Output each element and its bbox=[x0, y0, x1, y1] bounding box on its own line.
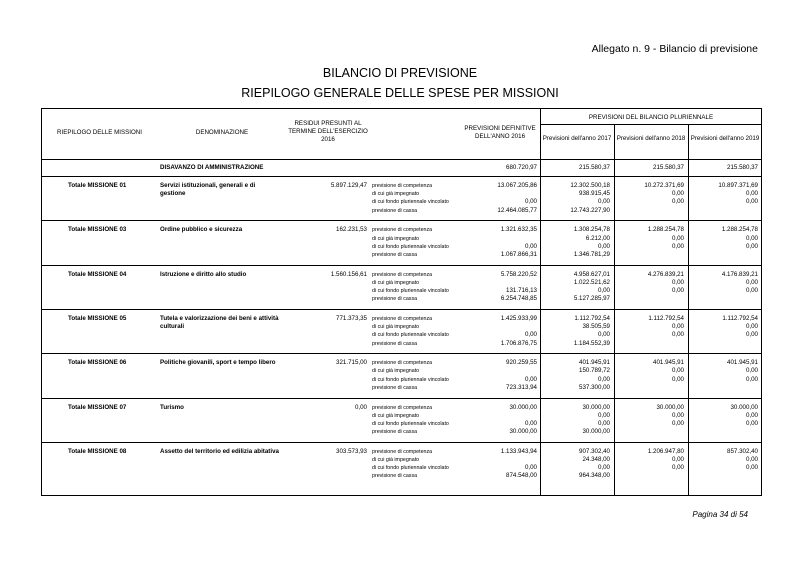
value-2018: 1.112.792,54 bbox=[648, 314, 684, 322]
value-2017: 537.300,00 bbox=[579, 383, 610, 391]
value-2019: 0,00 bbox=[745, 375, 758, 383]
value-2017: 1.112.792,54 bbox=[574, 314, 610, 322]
row-divider bbox=[42, 265, 762, 266]
value-def: 0,00 bbox=[524, 419, 537, 427]
col-header-residui: RESIDUI PRESUNTI AL TERMINE DELL'ESERCIZIO 2016 bbox=[288, 120, 368, 143]
value-def: 1.067.866,31 bbox=[500, 250, 537, 258]
value-2017: 0,00 bbox=[597, 242, 610, 250]
row-label: previsione di cassa bbox=[372, 296, 418, 303]
value-def: 30.000,00 bbox=[509, 403, 537, 411]
row-divider bbox=[42, 398, 762, 399]
value-2018: 0,00 bbox=[671, 287, 684, 294]
mission-name: Turismo bbox=[160, 403, 184, 411]
value-2017: 964.348,00 bbox=[579, 472, 610, 480]
value-2017: 24.348,00 bbox=[582, 456, 610, 463]
col-header-riepilogo: RIEPILOGO DELLE MISSIONI bbox=[57, 129, 142, 136]
value-2018: 0,00 bbox=[671, 234, 684, 242]
missions-table bbox=[41, 108, 762, 496]
mission-name: Ordine pubblico e sicurezza bbox=[160, 226, 243, 234]
col-header-denominazione: DENOMINAZIONE bbox=[195, 129, 249, 136]
mission-code: Totale MISSIONE 01 bbox=[68, 182, 127, 189]
value-2019: 0,00 bbox=[745, 198, 758, 206]
mission-name: Istruzione e diritto allo studio bbox=[160, 270, 247, 278]
value-2018: 4.276.839,21 bbox=[647, 270, 684, 278]
divider bbox=[614, 124, 615, 496]
mission-residui: 5.897.129,47 bbox=[330, 182, 367, 189]
value-2018: 0,00 bbox=[671, 419, 684, 427]
header-divider bbox=[42, 159, 762, 160]
disavanzo-2019: 215.580,37 bbox=[727, 164, 758, 171]
row-label: previsione di cassa bbox=[372, 473, 418, 480]
value-def: 1.321.632,35 bbox=[500, 226, 537, 234]
mission-residui: 0,00 bbox=[354, 403, 367, 411]
row-divider bbox=[42, 176, 762, 177]
value-2019: 0,00 bbox=[745, 367, 758, 375]
value-def: 874.548,00 bbox=[506, 472, 537, 480]
value-2018: 0,00 bbox=[671, 242, 684, 250]
value-2018: 0,00 bbox=[671, 464, 684, 472]
mission-residui: 303.573,93 bbox=[336, 447, 367, 455]
row-label: di cui fondo pluriennale vincolato bbox=[372, 332, 449, 339]
row-label: previsione di cassa bbox=[372, 251, 418, 258]
value-2018: 1.288.254,78 bbox=[647, 226, 684, 234]
value-2019: 0,00 bbox=[745, 190, 758, 198]
value-2019: 0,00 bbox=[745, 464, 758, 472]
mission-code: Totale MISSIONE 03 bbox=[68, 226, 127, 234]
value-def: 5.758.220,52 bbox=[500, 270, 537, 278]
value-def: 1.425.933,99 bbox=[500, 314, 537, 322]
mission-name: Servizi istituzionali, generali e di gestione bbox=[160, 182, 256, 197]
row-label: previsione di competenza bbox=[372, 315, 433, 322]
col-header-previsioni-definitive: PREVISIONI DEFINITIVE DELL'ANNO 2016 bbox=[464, 125, 536, 140]
col-header-pluriennale: PREVISIONI DEL BILANCIO PLURIENNALE bbox=[588, 114, 714, 121]
value-2017: 1.022.521,62 bbox=[573, 278, 610, 286]
mission-code: Totale MISSIONE 05 bbox=[68, 314, 127, 322]
value-2017: 401.945,91 bbox=[579, 359, 610, 367]
disavanzo-2017: 215.580,37 bbox=[579, 164, 610, 171]
row-divider bbox=[42, 353, 762, 354]
value-2017: 150.789,72 bbox=[579, 367, 610, 375]
value-2017: 5.127.285,97 bbox=[573, 295, 610, 303]
value-2019: 0,00 bbox=[745, 234, 758, 242]
value-2018: 0,00 bbox=[671, 367, 684, 375]
value-2019: 1.288.254,78 bbox=[721, 226, 758, 234]
value-2017: 0,00 bbox=[597, 375, 610, 383]
row-label: previsione di competenza bbox=[372, 360, 433, 367]
divider bbox=[688, 124, 689, 496]
mission-name: Assetto del territorio ed edilizia abitativa bbox=[160, 447, 279, 455]
disavanzo-def: 680.720,97 bbox=[506, 164, 537, 171]
value-2017: 4.958.627,01 bbox=[573, 270, 610, 278]
row-label: di cui fondo pluriennale vincolato bbox=[372, 420, 449, 427]
row-label: di cui fondo pluriennale vincolato bbox=[372, 376, 449, 383]
row-label: previsione di competenza bbox=[372, 227, 433, 234]
value-2019: 0,00 bbox=[745, 242, 758, 250]
value-def: 6.254.748,85 bbox=[500, 295, 537, 303]
mission-code: Totale MISSIONE 06 bbox=[68, 359, 127, 367]
row-label: di cui fondo pluriennale vincolato bbox=[372, 288, 449, 294]
row-divider bbox=[42, 220, 762, 221]
row-label: di cui già impegnato bbox=[372, 235, 420, 242]
value-2017: 30.000,00 bbox=[582, 403, 610, 411]
mission-name: Tutela e valorizzazione dei beni e attività culturali bbox=[160, 314, 279, 330]
row-divider bbox=[42, 442, 762, 443]
value-2019: 857.302,40 bbox=[727, 447, 758, 455]
value-2017: 1.346.781,29 bbox=[573, 250, 610, 258]
value-2018: 0,00 bbox=[671, 456, 684, 463]
value-def: 0,00 bbox=[524, 331, 537, 339]
mission-name: Politiche giovanili, sport e tempo libero bbox=[160, 359, 276, 367]
value-def: 13.067.205,86 bbox=[497, 182, 537, 189]
row-label: di cui fondo pluriennale vincolato bbox=[372, 199, 449, 206]
value-def: 12.464.085,77 bbox=[497, 206, 537, 214]
value-2018: 0,00 bbox=[671, 411, 684, 419]
value-2017: 0,00 bbox=[597, 287, 610, 294]
row-label: di cui fondo pluriennale vincolato bbox=[372, 243, 449, 250]
value-2019: 1.112.792,54 bbox=[722, 314, 758, 322]
value-2017: 12.302.500,18 bbox=[570, 182, 610, 189]
row-label: di cui già impegnato bbox=[372, 279, 420, 286]
row-label: previsione di competenza bbox=[372, 404, 433, 411]
value-2019: 0,00 bbox=[745, 331, 758, 339]
row-divider bbox=[42, 309, 762, 310]
document-subtitle: RIEPILOGO GENERALE DELLE SPESE PER MISSIONI bbox=[241, 86, 559, 100]
row-label: di cui già impegnato bbox=[372, 457, 420, 463]
value-def: 30.000,00 bbox=[509, 428, 537, 436]
row-label: previsione di competenza bbox=[372, 271, 433, 278]
mission-residui: 1.560.156,61 bbox=[330, 270, 367, 278]
value-def: 131.716,13 bbox=[506, 287, 537, 294]
mission-code: Totale MISSIONE 04 bbox=[68, 270, 127, 278]
col-header-2018: Previsioni dell'anno 2018 bbox=[616, 135, 686, 142]
row-label: di cui fondo pluriennale vincolato bbox=[372, 465, 449, 472]
value-2018: 0,00 bbox=[671, 375, 684, 383]
value-def: 0,00 bbox=[524, 198, 537, 206]
value-2019: 0,00 bbox=[745, 287, 758, 294]
document-title: BILANCIO DI PREVISIONE bbox=[322, 66, 478, 80]
value-2018: 401.945,91 bbox=[653, 359, 684, 367]
row-label: previsione di competenza bbox=[372, 448, 433, 455]
disavanzo-label: DISAVANZO DI AMMINISTRAZIONE bbox=[160, 164, 264, 171]
row-label: di cui già impegnato bbox=[372, 324, 420, 331]
value-2019: 401.945,91 bbox=[727, 359, 758, 367]
value-2017: 1.184.552,39 bbox=[573, 339, 610, 347]
value-2017: 12.743.227,90 bbox=[570, 206, 610, 214]
mission-residui: 771.373,35 bbox=[336, 314, 367, 322]
value-2019: 0,00 bbox=[745, 323, 758, 331]
value-2018: 0,00 bbox=[671, 198, 684, 206]
col-header-2019: Previsioni dell'anno 2019 bbox=[690, 135, 760, 142]
value-2019: 4.176.839,21 bbox=[721, 270, 758, 278]
value-def: 723.313,94 bbox=[506, 383, 537, 391]
mission-residui: 321.715,00 bbox=[336, 359, 367, 367]
value-2017: 30.000,00 bbox=[582, 428, 610, 436]
mission-code: Totale MISSIONE 08 bbox=[68, 447, 127, 455]
value-def: 0,00 bbox=[524, 375, 537, 383]
disavanzo-2018: 215.580,37 bbox=[653, 164, 684, 171]
divider bbox=[540, 124, 762, 125]
value-2017: 938.915,45 bbox=[579, 190, 610, 198]
row-label: di cui già impegnato bbox=[372, 191, 420, 198]
value-2018: 0,00 bbox=[671, 331, 684, 339]
value-2017: 1.308.254,78 bbox=[573, 226, 610, 234]
value-2017: 0,00 bbox=[597, 411, 610, 419]
row-label: previsione di cassa bbox=[372, 340, 418, 347]
value-2017: 0,00 bbox=[597, 419, 610, 427]
value-def: 1.133.943,94 bbox=[500, 447, 537, 455]
value-2018: 0,00 bbox=[671, 190, 684, 198]
value-def: 0,00 bbox=[524, 464, 537, 472]
value-2017: 6.212,00 bbox=[585, 234, 610, 242]
value-2018: 10.272.371,69 bbox=[644, 182, 684, 189]
value-2018: 0,00 bbox=[671, 278, 684, 286]
value-2019: 10.897.371,69 bbox=[718, 182, 758, 189]
value-2017: 0,00 bbox=[597, 198, 610, 206]
row-label: previsione di cassa bbox=[372, 429, 418, 436]
value-2019: 30.000,00 bbox=[730, 403, 758, 411]
mission-residui: 162.231,53 bbox=[336, 226, 367, 234]
row-label: previsione di cassa bbox=[372, 207, 418, 214]
value-def: 920.259,55 bbox=[506, 359, 537, 367]
col-header-2017: Previsioni dell'anno 2017 bbox=[542, 135, 612, 142]
value-2019: 0,00 bbox=[745, 411, 758, 419]
row-label: di cui già impegnato bbox=[372, 368, 420, 375]
value-2017: 0,00 bbox=[597, 464, 610, 472]
page-number: Pagina 34 di 54 bbox=[692, 510, 748, 519]
value-2017: 0,00 bbox=[597, 331, 610, 339]
value-2019: 0,00 bbox=[745, 419, 758, 427]
value-def: 1.706.876,75 bbox=[500, 339, 537, 347]
value-2017: 38.505,59 bbox=[582, 323, 610, 331]
row-label: di cui già impegnato bbox=[372, 412, 420, 419]
value-2018: 1.206.947,80 bbox=[647, 447, 684, 455]
mission-code: Totale MISSIONE 07 bbox=[68, 403, 127, 411]
row-label: previsione di competenza bbox=[372, 183, 433, 189]
value-2019: 0,00 bbox=[745, 278, 758, 286]
value-2018: 0,00 bbox=[671, 323, 684, 331]
value-2017: 907.302,40 bbox=[579, 447, 610, 455]
row-label: previsione di cassa bbox=[372, 384, 418, 391]
value-2018: 30.000,00 bbox=[656, 403, 684, 411]
attachment-label: Allegato n. 9 - Bilancio di previsione bbox=[591, 43, 758, 55]
value-def: 0,00 bbox=[524, 242, 537, 250]
value-2019: 0,00 bbox=[745, 456, 758, 463]
